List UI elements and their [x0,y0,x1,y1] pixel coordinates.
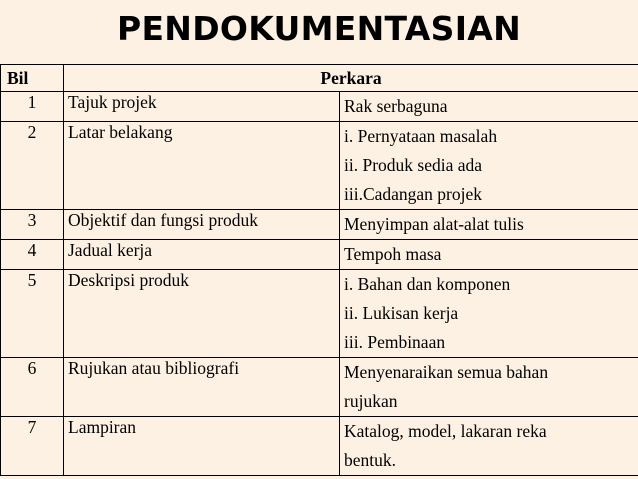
table-header-row [1,65,638,92]
row-item: Lampiran [64,417,340,476]
table-row [1,92,638,122]
description-line: Menyimpan alat-alat tulis [344,214,524,234]
table-row [1,358,638,417]
description-line: Tempoh masa [344,244,442,264]
description-line: ii. Lukisan kerja [344,303,459,323]
description-line: rujukan [344,391,398,411]
row-item: Objektif dan fungsi produk [64,210,340,240]
row-description [340,270,638,358]
row-description [340,210,638,240]
row-item: Jadual kerja [64,240,340,270]
description-line: i. Bahan dan komponen [344,274,511,294]
row-number: 1 [1,92,64,122]
row-description [340,92,638,122]
row-number: 3 [1,210,64,240]
description-line: Rak serbaguna [344,96,448,116]
table-row [1,210,638,240]
table-row [1,417,638,476]
description-line: Katalog, model, lakaran reka [344,421,547,441]
description-line: ii. Produk sedia ada [344,155,483,175]
row-item: Deskripsi produk [64,270,340,358]
row-item: Latar belakang [64,122,340,210]
description-line: i. Pernyataan masalah [344,126,498,146]
table-row [1,270,638,358]
row-item: Rujukan atau bibliografi [64,358,340,417]
row-description [340,122,638,210]
documentation-table [0,64,638,476]
description-line: Menyenaraikan semua bahan [344,362,549,382]
row-description [340,358,638,417]
row-number: 4 [1,240,64,270]
table-row [1,122,638,210]
header-perkara: Perkara [64,65,638,92]
row-description [340,240,638,270]
row-number: 6 [1,358,64,417]
header-bil: Bil [1,65,64,92]
row-item: Tajuk projek [64,92,340,122]
table-row [1,240,638,270]
description-line: bentuk. [344,450,397,470]
page-title: PENDOKUMENTASIAN [116,9,522,48]
description-line: iii. Pembinaan [344,332,446,352]
row-number: 2 [1,122,64,210]
row-number: 5 [1,270,64,358]
row-description [340,417,638,476]
row-number: 7 [1,417,64,476]
description-line: iii.Cadangan projek [344,184,483,204]
